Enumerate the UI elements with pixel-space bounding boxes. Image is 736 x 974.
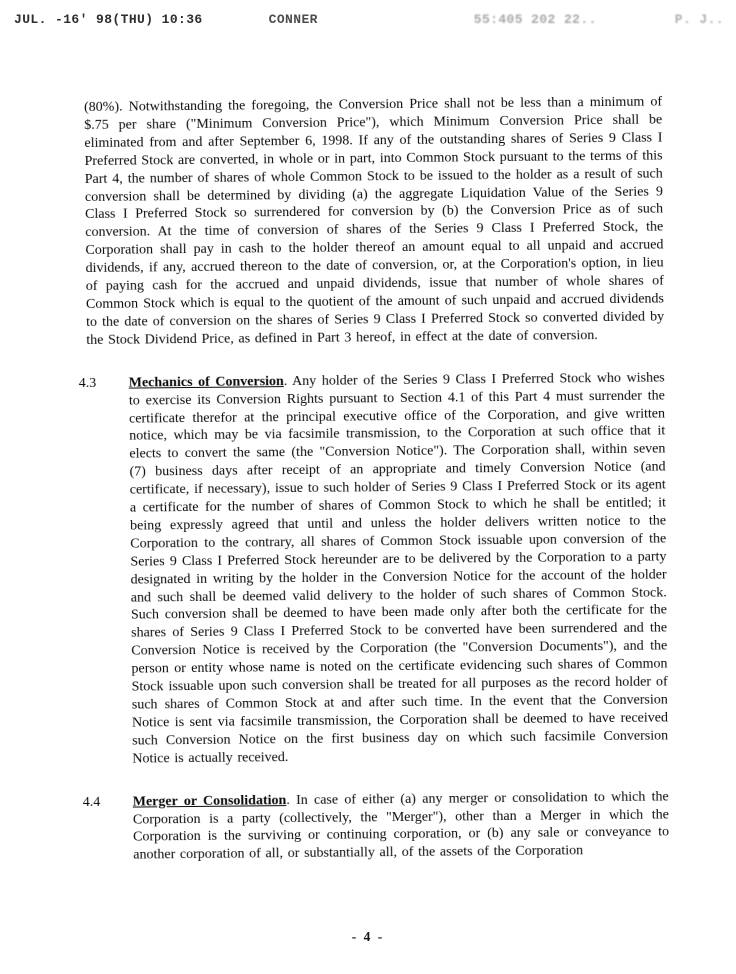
fax-transmission-header (14, 12, 724, 27)
document-body (78, 93, 670, 865)
section-4-4-paragraph (133, 788, 670, 865)
fax-number-partial: 55:405 202 22.. (473, 12, 597, 27)
section-4-4-heading: Merger or Consolidation (132, 792, 287, 810)
section-4-3 (79, 369, 669, 769)
section-4-3-number: 4.3 (78, 375, 97, 391)
section-4-3-paragraph (129, 369, 669, 768)
page-number: - 4 - (351, 929, 385, 944)
section-4-3-text: . Any holder of the Series 9 Class I Preferred Stock who wishes to exercise its Conversion Rights pursuant to Section 4.1 of this Part 4 must surrender the certificate therefor at the principal executive office of the Corporation, and give written notice, which may be via facsimile transmission, to the Corporation at such office that it elects to convert the same (the "Conversion Notice"). The Corporation shall, within seven (7) business days after receipt of an appropriate and timely Conversion Notice (and certificate, if necessary), issue to such holder of Series 9 Class I Preferred Stock or its agent a certificate for the number of shares of Common Stock to which he shall be entitled; it being expressly agreed that until and unless the holder delivers written notice to the Corporation to the contrary, all shares of Common Stock issuable upon conversion of the Series 9 Class I Preferred Stock hereunder are to be delivered by the Corporation to a party designated in writing by the holder in the Conversion Notice for the account of the holder and such shall be deemed valid delivery to the holder of such shares of Common Stock. Such conversion shall be deemed to have been made only after both the certificate for the shares of Series 9 Class I Preferred Stock to be converted have been surrendered and the Conversion Notice is received by the Corporation (the "Conversion Documents"), and the person or entity whose name is noted on the certificate evidencing such shares of Common Stock issuable upon such conversion shall be treated for all purposes as the record holder of such shares of Common Stock at and after such time. In the event that the Conversion Notice is sent via facsimile transmission, the Corporation shall be deemed to have received such Conversion Notice on the first business day on which such facsimile Conversion Notice is actually received. (128, 370, 669, 767)
section-4-4-number: 4.4 (82, 794, 101, 810)
fax-datetime: JUL. -16' 98(THU) 10:36 (14, 12, 203, 27)
section-4-4 (83, 788, 670, 865)
section-4-4-text: . In case of either (a) any merger or consolidation to which the Corporation is a party (collectively, the "Merger"), other than a Merger in which the Corporation is the surviving or continuing corporation, or (b) any sale or conveyance to another corporation of all, or substantially all, of the assets of the Corporation (132, 789, 670, 863)
fax-sender-name: CONNER (268, 12, 318, 27)
section-4-3-heading: Mechanics of Conversion (128, 373, 284, 391)
intro-paragraph: (80%). Notwithstanding the foregoing, the Conversion Price shall not be less than a minimum of $.75 per share ("Minimum Conversion Price"), which Minimum Conversion Price shall be eliminated from and after September 6, 1998. If any of the outstanding shares of Series 9 Class I Preferred Stock are converted, in whole or in part, into Common Stock pursuant to the terms of this Part 4, the number of shares of whole Common Stock to be issued to the holder as a result of such conversion shall be determined by dividing (a) the aggregate Liquidation Value of the Series 9 Class I Preferred Stock so surrendered for conversion by (b) the Conversion Price as of such conversion. At the time of conversion of shares of the Series 9 Class I Preferred Stock, the Corporation shall pay in cash to the holder thereof an amount equal to all unpaid and accrued dividends, if any, accrued thereon to the date of conversion, or, at the Corporation's option, in lieu of paying cash for the accrued and unpaid dividends, issue that number of whole shares of Common Stock which is equal to the quotient of the amount of such unpaid and accrued dividends to the date of conversion on the shares of Series 9 Class I Preferred Stock so converted divided by the Stock Dividend Price, as defined in Part 3 hereof, in effect at the date of conversion. (84, 94, 665, 348)
fax-page-indicator: P. J.. (674, 12, 724, 27)
